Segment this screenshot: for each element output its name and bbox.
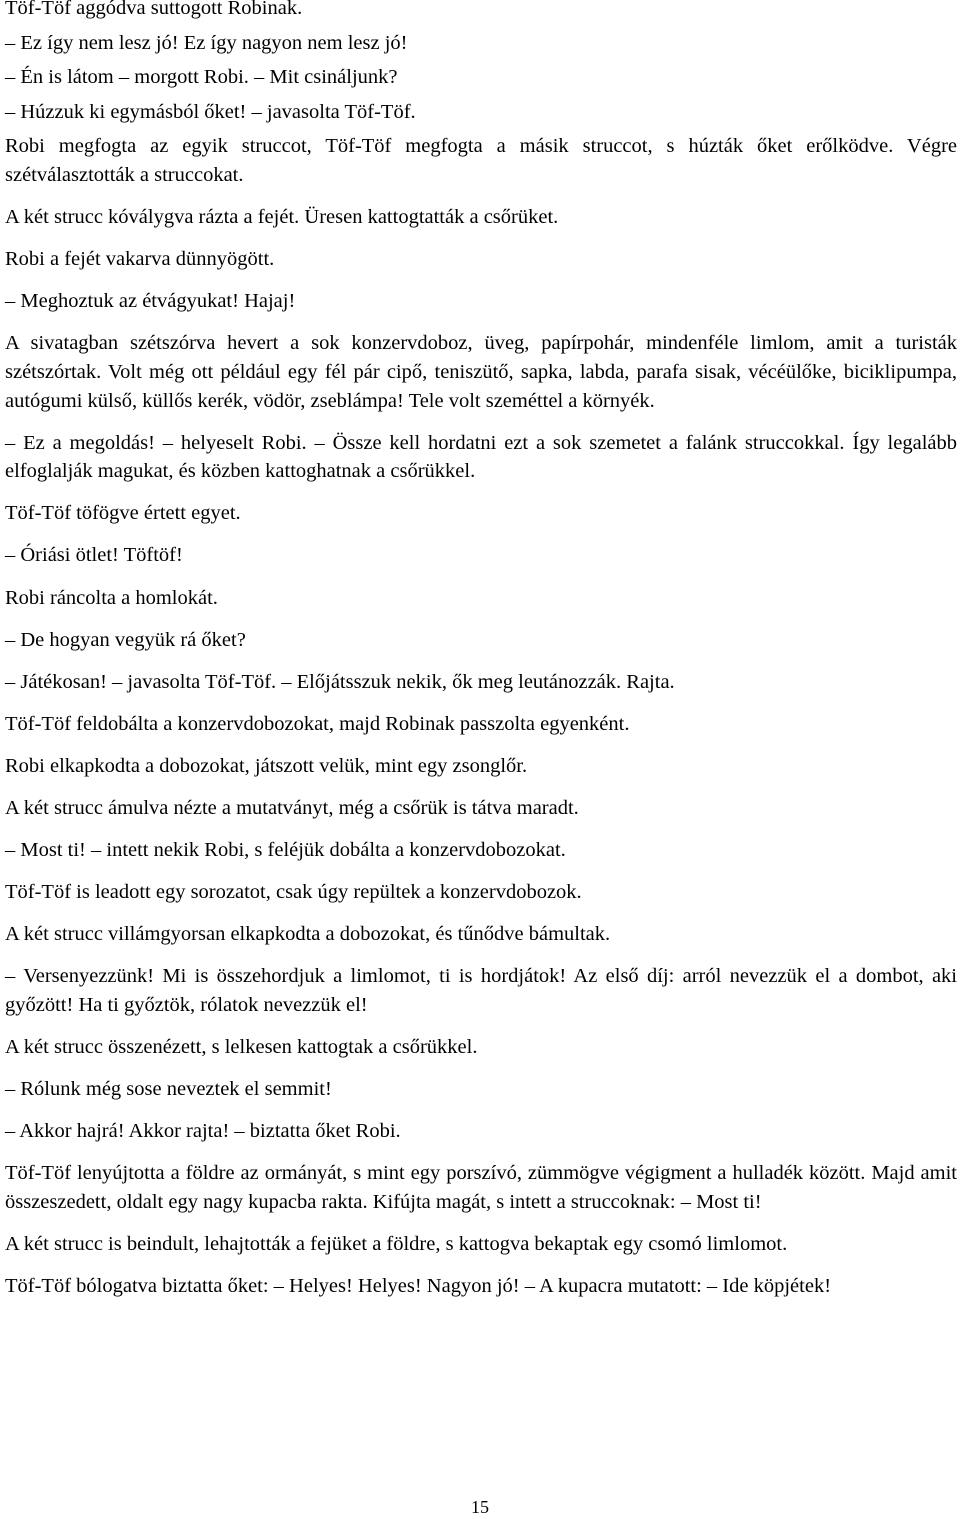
- paragraph: Robi a fejét vakarva dünnyögött.: [5, 248, 275, 271]
- paragraph: Robi ráncolta a homlokát.: [5, 586, 218, 609]
- page-number: 15: [471, 1497, 489, 1517]
- dialogue-line: – De hogyan vegyük rá őket?: [5, 628, 246, 651]
- dialogue-line: – Meghoztuk az étvágyukat! Hajaj!: [5, 290, 296, 313]
- paragraph: Töf-Töf is leadott egy sorozatot, csak úgy repültek a konzervdobozok.: [5, 881, 582, 904]
- dialogue-line: – Játékosan! – javasolta Töf-Töf. – Előjátsszuk nekik, ők meg leutánozzák. Rajta.: [5, 670, 675, 693]
- dialogue-line: – Rólunk még sose neveztek el semmit!: [5, 1078, 332, 1101]
- dialogue-line: – Óriási ötlet! Töftöf!: [5, 544, 183, 567]
- paragraph: Robi elkapkodta a dobozokat, játszott velük, mint egy zsonglőr.: [5, 754, 528, 777]
- paragraph: Töf-Töf bólogatva biztatta őket: – Helyes! Helyes! Nagyon jó! – A kupacra mutatott: – Ide köpjétek!: [5, 1275, 832, 1298]
- dialogue-line: – Ez így nem lesz jó! Ez így nagyon nem lesz jó!: [5, 31, 408, 54]
- paragraph: A két strucc ámulva nézte a mutatványt, még a csőrük is tátva maradt.: [5, 796, 579, 819]
- dialogue-line: – Versenyezzünk! Mi is összehordjuk a limlomot, ti is hordjátok! Az első díj: arról nevezzük el a dombot, aki győzött! Ha ti győztök, rólatok nevezzük el!: [5, 965, 957, 1016]
- dialogue-line: – Én is látom – morgott Robi. – Mit csináljunk?: [5, 66, 398, 89]
- paragraph: Töf-Töf lenyújtotta a földre az ormányát, s mint egy porszívó, zümmögve végigment a hulladék között. Majd amit összeszedett, oldalt egy nagy kupacba rakta. Kifújta magát, s intett a struccoknak: – Most ti!: [5, 1162, 957, 1213]
- dialogue-line: – Most ti! – intett nekik Robi, s feléjük dobálta a konzervdobozokat.: [5, 839, 566, 862]
- paragraph: Töf-Töf töfögve értett egyet.: [5, 502, 241, 525]
- paragraph: Töf-Töf feldobálta a konzervdobozokat, majd Robinak passzolta egyenként.: [5, 712, 630, 735]
- dialogue-line: – Ez a megoldás! – helyeselt Robi. – Össze kell hordatni ezt a sok szemetet a falánk struccokkal. Így legalább elfoglalják magukat, és közben kattoghatnak a csőrükkel.: [5, 431, 957, 483]
- paragraph: A két strucc villámgyorsan elkapkodta a dobozokat, és tűnődve bámultak.: [5, 923, 611, 946]
- paragraph: A két strucc kóválygva rázta a fejét. Üresen kattogtatták a csőrüket.: [5, 206, 559, 229]
- paragraph: A két strucc is beindult, lehajtották a fejüket a földre, s kattogva bekaptak egy csomó limlomot.: [5, 1233, 788, 1255]
- dialogue-line: – Akkor hajrá! Akkor rajta! – biztatta őket Robi.: [5, 1120, 401, 1143]
- dialogue-line: – Húzzuk ki egymásból őket! – javasolta Töf-Töf.: [5, 100, 416, 123]
- paragraph: Robi megfogta az egyik struccot, Töf-Töf megfogta a másik struccot, s húzták őket erőlködve. Végre szétválasztották a struccokat.: [5, 135, 957, 186]
- paragraph: Töf-Töf aggódva suttogott Robinak.: [5, 0, 303, 19]
- paragraph: A két strucc összenézett, s lelkesen kattogtak a csőrükkel.: [5, 1036, 478, 1059]
- paragraph: A sivatagban szétszórva hevert a sok konzervdoboz, üveg, papírpohár, mindenféle limlom, amit a turisták szétszórtak. Volt még ott például egy fél pár cipő, teniszütő, sapka, labda, parafa sisak, vécéülőke, biciklipumpa, autógumi külső, küllős kerék, vödör, zseblámpa! Tele volt szeméttel a környék.: [5, 332, 957, 412]
